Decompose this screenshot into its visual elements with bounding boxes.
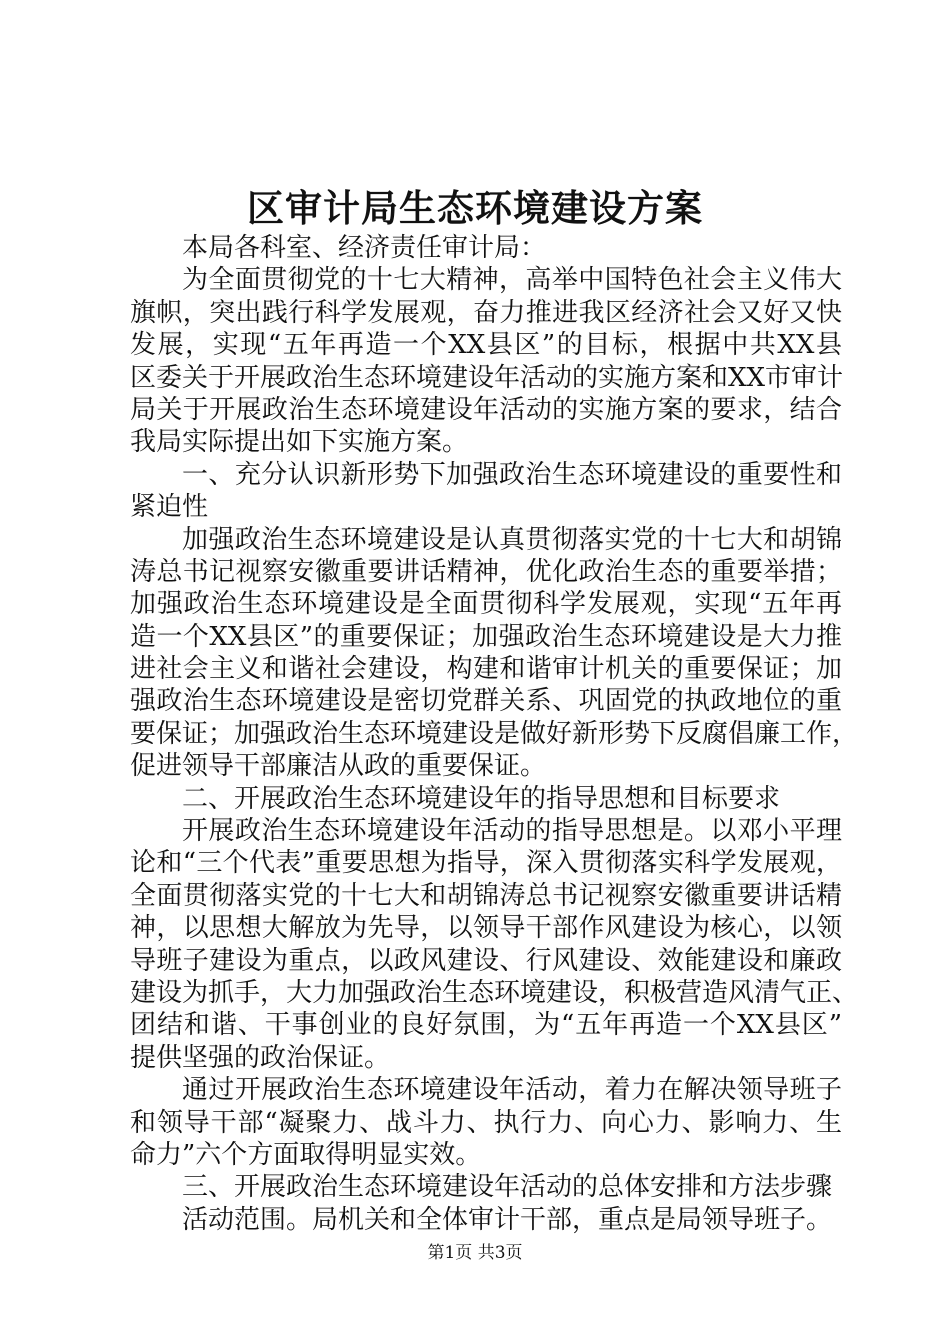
body-line: 区委关于开展政治生态环境建设年活动的实施方案和XX市审计: [130, 362, 844, 393]
body-line: 局关于开展政治生态环境建设年活动的实施方案的要求，结合: [130, 394, 842, 425]
body-line: 促进领导干部廉洁从政的重要保证。: [130, 751, 547, 782]
body-line: 命力”六个方面取得明显实效。: [130, 1139, 482, 1170]
section-heading: 一、充分认识新形势下加强政治生态环境建设的重要性和: [182, 459, 842, 490]
document-title: 区审计局生态环境建设方案: [247, 186, 703, 230]
body-line: 通过开展政治生态环境建设年活动，着力在解决领导班子: [182, 1075, 842, 1106]
body-line: 要保证；加强政治生态环境建设是做好新形势下反腐倡廉工作，: [130, 718, 859, 749]
document-body: [130, 232, 859, 1236]
body-line: 为全面贯彻党的十七大精神，高举中国特色社会主义伟大: [182, 265, 842, 296]
body-line: 团结和谐、干事创业的良好氛围，为“五年再造一个XX县区”: [130, 1010, 842, 1041]
body-line: 提供坚强的政治保证。: [130, 1042, 391, 1073]
page-footer: 第1页 共3页: [427, 1243, 523, 1263]
body-line: 我局实际提出如下实施方案。: [130, 427, 469, 458]
section-heading: 二、开展政治生态环境建设年的指导思想和目标要求: [182, 783, 781, 814]
body-line: 和领导干部“凝聚力、战斗力、执行力、向心力、影响力、生: [130, 1107, 842, 1138]
body-line: 旗帜，突出践行科学发展观，奋力推进我区经济社会又好又快: [130, 297, 842, 328]
body-line: 强政治生态环境建设是密切党群关系、巩固党的执政地位的重: [130, 686, 842, 717]
body-line: 进社会主义和谐社会建设，构建和谐审计机关的重要保证；加: [130, 654, 842, 685]
body-line: 建设为抓手，大力加强政治生态环境建设，积极营造风清气正、: [130, 977, 859, 1008]
body-line: 发展，实现“五年再造一个XX县区”的目标，根据中共XX县: [130, 330, 842, 361]
body-line: 神，以思想大解放为先导，以领导干部作风建设为核心，以领: [130, 913, 842, 944]
body-line: 论和“三个代表”重要思想为指导，深入贯彻落实科学发展观，: [130, 848, 842, 879]
body-line: 本局各科室、经济责任审计局：: [182, 233, 547, 263]
body-line: 加强政治生态环境建设是认真贯彻落实党的十七大和胡锦: [182, 524, 842, 555]
body-line: 活动范围。局机关和全体审计干部，重点是局领导班子。: [182, 1204, 833, 1235]
section-heading: 三、开展政治生态环境建设年活动的总体安排和方法步骤: [182, 1172, 833, 1203]
body-line: 导班子建设为重点，以政风建设、行风建设、效能建设和廉政: [130, 945, 842, 976]
body-line: 造一个XX县区”的重要保证；加强政治生态环境建设是大力推: [130, 621, 842, 652]
body-line: 加强政治生态环境建设是全面贯彻科学发展观，实现“五年再: [130, 589, 842, 620]
body-line: 涛总书记视察安徽重要讲话精神，优化政治生态的重要举措；: [130, 556, 842, 587]
body-line: 全面贯彻落实党的十七大和胡锦涛总书记视察安徽重要讲话精: [130, 880, 842, 911]
section-heading: 紧迫性: [130, 492, 209, 523]
body-line: 开展政治生态环境建设年活动的指导思想是。以邓小平理: [182, 816, 842, 847]
